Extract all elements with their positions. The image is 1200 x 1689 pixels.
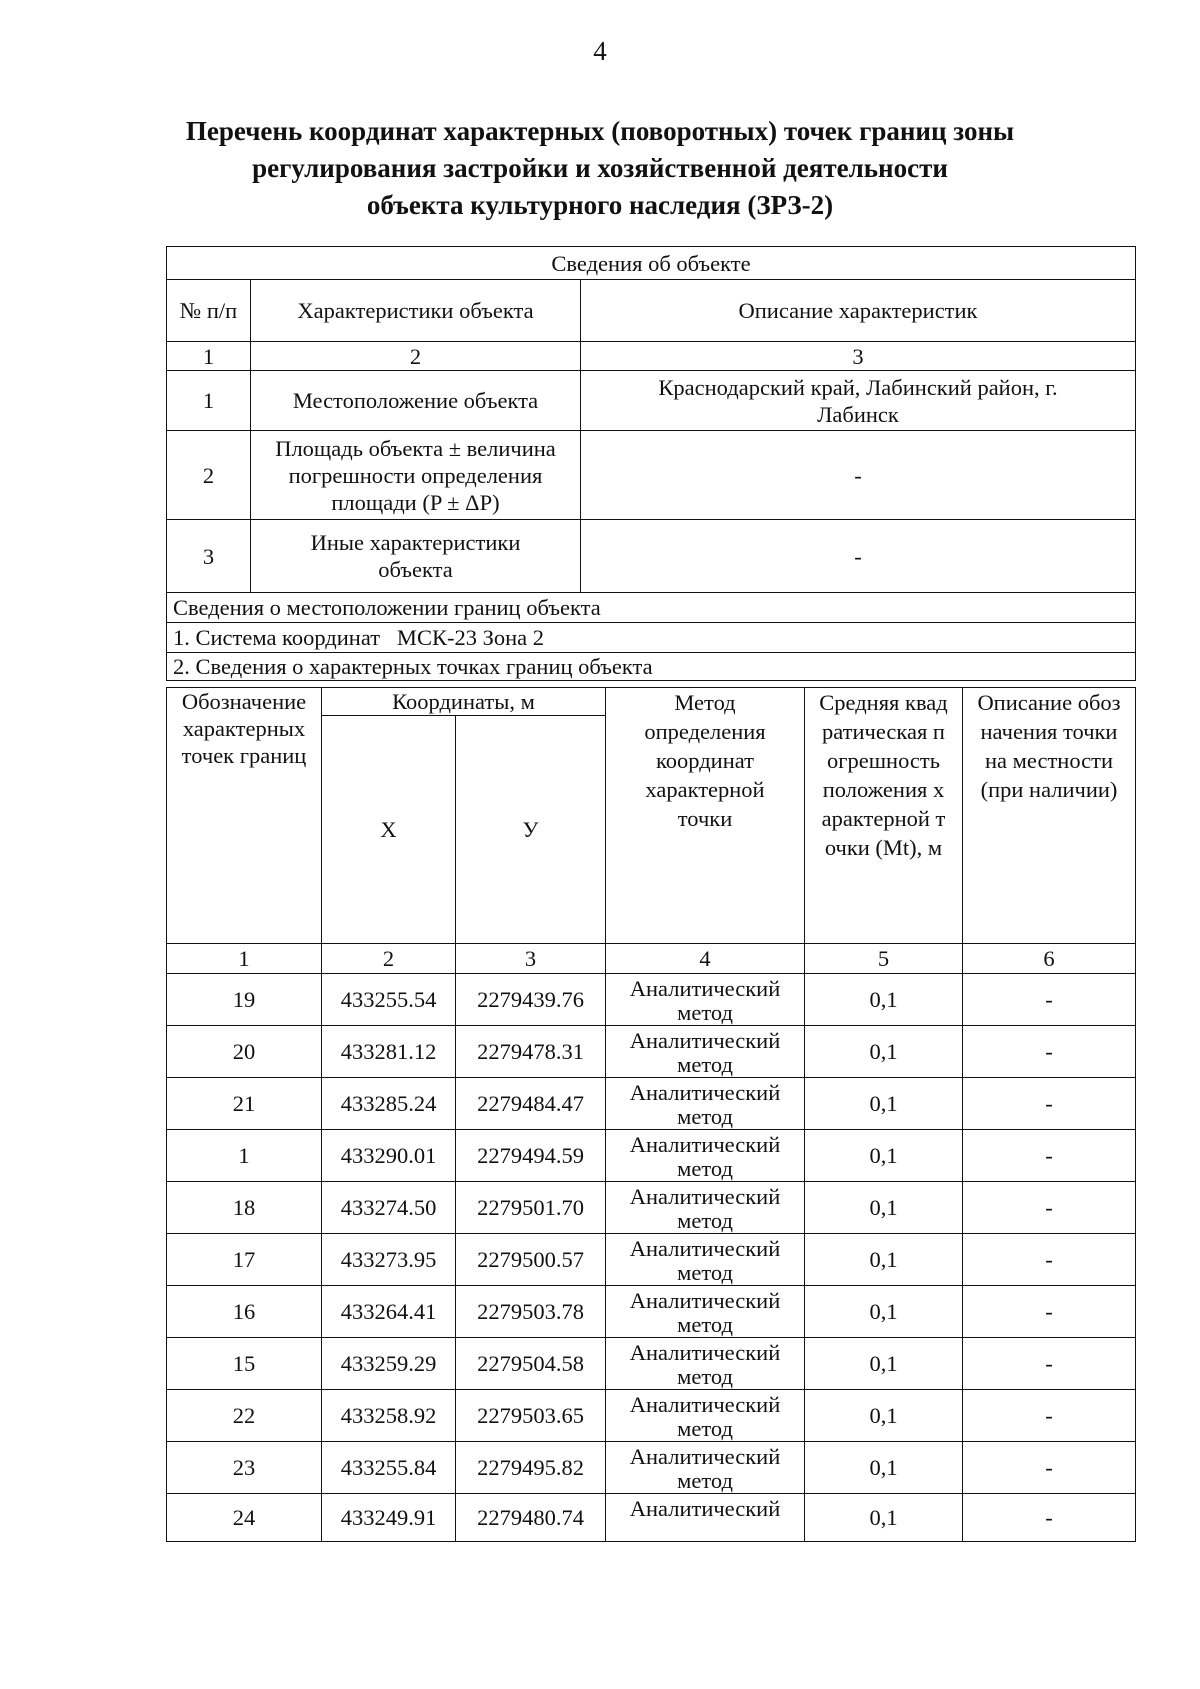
col-x-header: X <box>322 716 456 944</box>
col-error-header: Средняя квадратическая погрешность положения характерной точки (Mt), м <box>805 688 963 944</box>
point-id: 24 <box>167 1494 322 1542</box>
coord-x: 433273.95 <box>322 1234 456 1286</box>
points-table <box>166 687 1136 1542</box>
table-row <box>167 974 1136 1026</box>
point-description: - <box>963 974 1136 1026</box>
point-description: - <box>963 1130 1136 1182</box>
table-row <box>167 1286 1136 1338</box>
table-row <box>167 1234 1136 1286</box>
table-row <box>167 1390 1136 1442</box>
method: Аналитический метод <box>606 1234 805 1286</box>
table-row <box>167 431 1136 520</box>
point-description: - <box>963 1442 1136 1494</box>
method: Аналитический метод <box>606 974 805 1026</box>
rms-error: 0,1 <box>805 1234 963 1286</box>
coord-x: 433249.91 <box>322 1494 456 1542</box>
point-description: - <box>963 1494 1136 1542</box>
method: Аналитический метод <box>606 1130 805 1182</box>
table-row <box>167 371 1136 431</box>
table-row <box>167 1338 1136 1390</box>
coord-y: 2279501.70 <box>456 1182 606 1234</box>
method: Аналитический метод <box>606 1182 805 1234</box>
row-number: 1 <box>167 371 251 431</box>
row-characteristic: Местоположение объекта <box>251 371 581 431</box>
rms-error: 0,1 <box>805 1286 963 1338</box>
coord-x: 433258.92 <box>322 1390 456 1442</box>
col-num: 1 <box>167 944 322 974</box>
row-description: - <box>581 520 1136 593</box>
method: Аналитический метод <box>606 1338 805 1390</box>
point-description: - <box>963 1234 1136 1286</box>
title-line-1: Перечень координат характерных (поворотных) точек границ зоны <box>185 116 1015 146</box>
col-method-header: Метод определения координат характерной точки <box>606 688 805 944</box>
col-num: 6 <box>963 944 1136 974</box>
points-table-body <box>167 974 1136 1542</box>
row-description: Краснодарский край, Лабинский район, г. Лабинск <box>581 371 1136 431</box>
coord-x: 433259.29 <box>322 1338 456 1390</box>
col-num: 2 <box>322 944 456 974</box>
point-id: 17 <box>167 1234 322 1286</box>
row-number: 3 <box>167 520 251 593</box>
location-section-header: Сведения о местоположении границ объекта <box>167 593 1136 623</box>
coord-y: 2279500.57 <box>456 1234 606 1286</box>
col-num: 2 <box>251 342 581 371</box>
method: Аналитический метод <box>606 1078 805 1130</box>
title-line-2: регулирования застройки и хозяйственной деятельности <box>252 153 948 183</box>
point-id: 20 <box>167 1026 322 1078</box>
point-description: - <box>963 1390 1136 1442</box>
document-title <box>150 113 1050 224</box>
point-description: - <box>963 1026 1136 1078</box>
point-description: - <box>963 1078 1136 1130</box>
col-num: 3 <box>581 342 1136 371</box>
coord-x: 433281.12 <box>322 1026 456 1078</box>
method: Аналитический метод <box>606 1442 805 1494</box>
rms-error: 0,1 <box>805 1078 963 1130</box>
method: Аналитический метод <box>606 1286 805 1338</box>
coord-y: 2279494.59 <box>456 1130 606 1182</box>
col-coords-header: Координаты, м <box>322 688 606 716</box>
coord-x: 433285.24 <box>322 1078 456 1130</box>
coord-x: 433255.84 <box>322 1442 456 1494</box>
coord-y: 2279484.47 <box>456 1078 606 1130</box>
coord-y: 2279504.58 <box>456 1338 606 1390</box>
point-id: 19 <box>167 974 322 1026</box>
coord-y: 2279480.74 <box>456 1494 606 1542</box>
points-section-header: 2. Сведения о характерных точках границ объекта <box>167 653 1136 681</box>
rms-error: 0,1 <box>805 1390 963 1442</box>
col-desc-header: Описание обозначения точки на местности (при наличии) <box>963 688 1136 944</box>
rms-error: 0,1 <box>805 1130 963 1182</box>
table-row <box>167 520 1136 593</box>
method: Аналитический метод <box>606 1026 805 1078</box>
rms-error: 0,1 <box>805 1442 963 1494</box>
table-row <box>167 1078 1136 1130</box>
row-characteristic: Иные характеристики объекта <box>251 520 581 593</box>
col-designation-header: Обозначение характерных точек границ <box>167 688 322 944</box>
point-id: 21 <box>167 1078 322 1130</box>
coord-y: 2279495.82 <box>456 1442 606 1494</box>
coord-y: 2279478.31 <box>456 1026 606 1078</box>
coord-y: 2279439.76 <box>456 974 606 1026</box>
col-num: 1 <box>167 342 251 371</box>
col-num: 5 <box>805 944 963 974</box>
point-id: 22 <box>167 1390 322 1442</box>
point-description: - <box>963 1286 1136 1338</box>
row-description: - <box>581 431 1136 520</box>
point-description: - <box>963 1182 1136 1234</box>
table-row <box>167 1182 1136 1234</box>
coord-x: 433290.01 <box>322 1130 456 1182</box>
rms-error: 0,1 <box>805 1338 963 1390</box>
row-number: 2 <box>167 431 251 520</box>
col-no-header: № п/п <box>167 280 251 342</box>
method: Аналитический <box>606 1494 805 1542</box>
point-id: 15 <box>167 1338 322 1390</box>
table-row <box>167 1026 1136 1078</box>
col-char-header: Характеристики объекта <box>251 280 581 342</box>
table-row <box>167 1130 1136 1182</box>
rms-error: 0,1 <box>805 1026 963 1078</box>
object-section-header: Сведения об объекте <box>167 247 1136 280</box>
point-description: - <box>963 1338 1136 1390</box>
method: Аналитический метод <box>606 1390 805 1442</box>
coord-x: 433274.50 <box>322 1182 456 1234</box>
point-id: 23 <box>167 1442 322 1494</box>
title-line-3: объекта культурного наследия (ЗРЗ-2) <box>366 190 834 220</box>
col-num: 3 <box>456 944 606 974</box>
page-number: 4 <box>593 36 607 66</box>
row-characteristic: Площадь объекта ± величина погрешности определения площади (P ± ΔP) <box>251 431 581 520</box>
rms-error: 0,1 <box>805 974 963 1026</box>
col-num: 4 <box>606 944 805 974</box>
coord-x: 433264.41 <box>322 1286 456 1338</box>
col-desc-header: Описание характеристик <box>581 280 1136 342</box>
rms-error: 0,1 <box>805 1494 963 1542</box>
coord-y: 2279503.78 <box>456 1286 606 1338</box>
coord-system: 1. Система координат МСК-23 Зона 2 <box>167 623 1136 653</box>
col-y-header: У <box>456 716 606 944</box>
table-row <box>167 1442 1136 1494</box>
point-id: 16 <box>167 1286 322 1338</box>
coord-x: 433255.54 <box>322 974 456 1026</box>
point-id: 18 <box>167 1182 322 1234</box>
coord-y: 2279503.65 <box>456 1390 606 1442</box>
object-info-table <box>166 246 1136 681</box>
rms-error: 0,1 <box>805 1182 963 1234</box>
table-row <box>167 1494 1136 1542</box>
point-id: 1 <box>167 1130 322 1182</box>
